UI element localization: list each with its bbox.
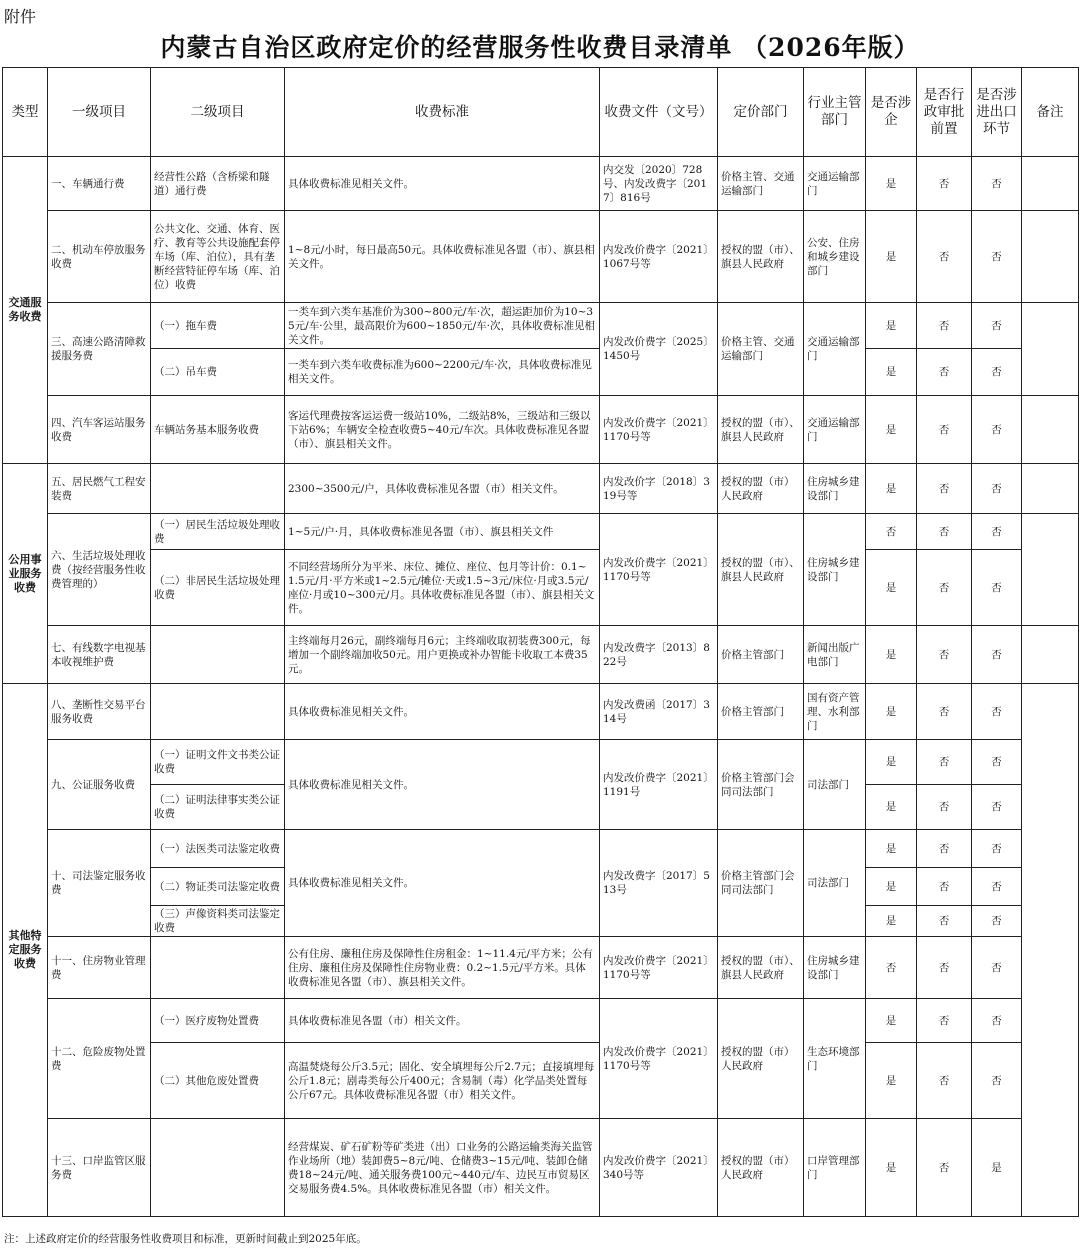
standard-cell: 2300~3500元/户，具体收费标准见各盟（市）相关文件。: [285, 464, 600, 514]
document-cell: 内发改费函〔2017〕314号: [600, 684, 718, 740]
dept-cell: 授权的盟（市）、旗县人民政府: [718, 396, 804, 464]
standard-cell: 具体收费标准见相关文件。: [285, 684, 600, 740]
table-row: [3, 937, 1079, 999]
enterprise-cell: 否: [866, 514, 917, 550]
level2-cell: 车辆站务基本服务收费: [151, 396, 285, 464]
header-import-export: 是否涉进出口环节: [972, 68, 1022, 157]
dept-cell: 价格主管、交通运输部门: [718, 303, 804, 396]
approval-cell: 否: [917, 1119, 972, 1217]
industry-cell: 司法部门: [804, 740, 866, 830]
remark-cell: [1022, 396, 1079, 464]
import-export-cell: 否: [972, 785, 1022, 830]
level2-cell: 公共文化、交通、体育、医疗、教育等公共设施配套停车场（库、泊位），具有垄断经营特征停车场（库、泊位）收费: [151, 211, 285, 303]
approval-cell: 否: [917, 211, 972, 303]
level1-cell: 五、居民燃气工程安装费: [48, 464, 151, 514]
level2-cell: （二）物证类司法鉴定收费: [151, 868, 285, 906]
table-row: [3, 303, 1079, 349]
level2-cell: [151, 684, 285, 740]
enterprise-cell: 是: [866, 626, 917, 684]
dept-cell: 价格主管部门: [718, 626, 804, 684]
standard-cell: 具体收费标准见相关文件。: [285, 740, 600, 830]
category-public: 公用事业服务收费: [3, 464, 48, 684]
approval-cell: 否: [917, 684, 972, 740]
remark-cell: [1022, 211, 1079, 303]
industry-cell: 交通运输部门: [804, 303, 866, 396]
header-level2: 二级项目: [151, 68, 285, 157]
level1-cell: 四、汽车客运站服务收费: [48, 396, 151, 464]
approval-cell: 否: [917, 303, 972, 349]
remark-cell: [1022, 684, 1079, 1217]
level2-cell: （二）证明法律事实类公证收费: [151, 785, 285, 830]
level2-cell: [151, 1119, 285, 1217]
import-export-cell: 否: [972, 157, 1022, 211]
header-pre-approval: 是否行政审批前置: [917, 68, 972, 157]
approval-cell: 否: [917, 906, 972, 937]
import-export-cell: 否: [972, 626, 1022, 684]
level2-cell: （二）其他危废处置费: [151, 1043, 285, 1119]
standard-cell: 主终端每月26元，副终端每月6元；主终端收取初装费300元，每增加一个副终端加收50元。用户更换或补办智能卡收取工本费35元。: [285, 626, 600, 684]
page-title: 内蒙古自治区政府定价的经营服务性收费目录清单 （2026年版）: [160, 33, 920, 62]
approval-cell: 否: [917, 157, 972, 211]
enterprise-cell: 是: [866, 999, 917, 1043]
import-export-cell: 否: [972, 303, 1022, 349]
standard-cell: 一类车到六类车基准价为300~800元/车·次，超运距加价为10~35元/车·公里，最高限价为600~1850元/车·次，具体收费标准见相关文件。: [285, 303, 600, 349]
approval-cell: 否: [917, 550, 972, 626]
import-export-cell: 否: [972, 740, 1022, 785]
industry-cell: 交通运输部门: [804, 157, 866, 211]
table-row: [3, 1043, 1079, 1119]
import-export-cell: 否: [972, 868, 1022, 906]
import-export-cell: 否: [972, 937, 1022, 999]
approval-cell: 否: [917, 830, 972, 868]
attachment-label: 附件: [4, 7, 37, 26]
level2-cell: （一）医疗废物处置费: [151, 999, 285, 1043]
standard-cell: 公有住房、廉租住房及保障性住房租金：1~11.4元/平方米；公有住房、廉租住房及保障性住房物业费：0.2~1.5元/平方米。具体收费标准见各盟（市）、旗县相关文件。: [285, 937, 600, 999]
header-row: [3, 68, 1079, 157]
import-export-cell: 否: [972, 211, 1022, 303]
standard-cell: 1~8元/小时，每日最高50元。具体收费标准见各盟（市）、旗县相关文件。: [285, 211, 600, 303]
table-row: [3, 514, 1079, 550]
table-row: [3, 464, 1079, 514]
approval-cell: 否: [917, 868, 972, 906]
standard-cell: 具体收费标准见各盟（市）相关文件。: [285, 999, 600, 1043]
document-cell: 内交发〔2020〕728号、内发改费字〔2017〕816号: [600, 157, 718, 211]
dept-cell: 授权的盟（市）人民政府: [718, 464, 804, 514]
industry-cell: 新闻出版广电部门: [804, 626, 866, 684]
level1-cell: 二、机动车停放服务收费: [48, 211, 151, 303]
level1-cell: 一、车辆通行费: [48, 157, 151, 211]
table-row: [3, 626, 1079, 684]
standard-cell: 具体收费标准见相关文件。: [285, 830, 600, 937]
table-row: [3, 211, 1079, 303]
category-traffic: 交通服务收费: [3, 157, 48, 464]
header-level1: 一级项目: [48, 68, 151, 157]
document-cell: 内发改费字〔2017〕513号: [600, 830, 718, 937]
dept-cell: 授权的盟（市）、旗县人民政府: [718, 211, 804, 303]
approval-cell: 否: [917, 514, 972, 550]
import-export-cell: 否: [972, 396, 1022, 464]
enterprise-cell: 是: [866, 157, 917, 211]
header-standard: 收费标准: [285, 68, 600, 157]
approval-cell: 否: [917, 999, 972, 1043]
enterprise-cell: 是: [866, 396, 917, 464]
table-row: [3, 349, 1079, 396]
enterprise-cell: 是: [866, 684, 917, 740]
document-cell: 内发改费字〔2013〕822号: [600, 626, 718, 684]
document-cell: 内发改价费字〔2021〕1170号等: [600, 514, 718, 626]
dept-cell: 价格主管部门会同司法部门: [718, 740, 804, 830]
document-cell: 内发改价费字〔2021〕1170号等: [600, 999, 718, 1119]
table-row: [3, 740, 1079, 785]
level1-cell: 九、公证服务收费: [48, 740, 151, 830]
import-export-cell: 否: [972, 550, 1022, 626]
industry-cell: 住房城乡建设部门: [804, 514, 866, 626]
industry-cell: 住房城乡建设部门: [804, 937, 866, 999]
enterprise-cell: 是: [866, 830, 917, 868]
import-export-cell: 否: [972, 464, 1022, 514]
dept-cell: 价格主管部门: [718, 684, 804, 740]
level2-cell: （三）声像资料类司法鉴定收费: [151, 906, 285, 937]
level1-cell: 三、高速公路清障救援服务费: [48, 303, 151, 396]
level2-cell: （一）证明文件文书类公证收费: [151, 740, 285, 785]
table-row: [3, 999, 1079, 1043]
level1-cell: 十一、住房物业管理费: [48, 937, 151, 999]
approval-cell: 否: [917, 464, 972, 514]
dept-cell: 授权的盟（市）、旗县人民政府: [718, 937, 804, 999]
standard-cell: 高温焚烧每公斤3.5元；固化、安全填埋每公斤2.7元；直接填埋每公斤1.8元；剧毒类每公斤400元；含易制（毒）化学品类处置每公斤67元。具体收费标准见各盟（市）相关文件。: [285, 1043, 600, 1119]
enterprise-cell: 是: [866, 211, 917, 303]
table-row: [3, 396, 1079, 464]
standard-cell: 不同经营场所分为平米、床位、摊位、座位、包月等计价：0.1~1.5元/月·平方米或1~2.5元/摊位·天或1.5~3元/床位·月或3.5元/座位·月或10~300元/月。具体收费标准见各盟（市）、旗县相关文件。: [285, 550, 600, 626]
standard-cell: 客运代理费按客运运费一级站10%，二级站8%，三级站和三级以下站6%；车辆安全检查收费5~40元/车次。具体收费标准见各盟（市）、旗县相关文件。: [285, 396, 600, 464]
document-cell: 内发改价费字〔2021〕1067号等: [600, 211, 718, 303]
enterprise-cell: 否: [866, 937, 917, 999]
import-export-cell: 否: [972, 684, 1022, 740]
enterprise-cell: 是: [866, 349, 917, 396]
industry-cell: 国有资产管理、水利部门: [804, 684, 866, 740]
dept-cell: 授权的盟（市）人民政府: [718, 999, 804, 1119]
dept-cell: 价格主管、交通运输部门: [718, 157, 804, 211]
approval-cell: 否: [917, 937, 972, 999]
level1-cell: 十三、口岸监管区服务费: [48, 1119, 151, 1217]
industry-cell: 口岸管理部门: [804, 1119, 866, 1217]
remark-cell: [1022, 514, 1079, 626]
approval-cell: 否: [917, 1043, 972, 1119]
level2-cell: （二）吊车费: [151, 349, 285, 396]
approval-cell: 否: [917, 740, 972, 785]
import-export-cell: 否: [972, 1043, 1022, 1119]
import-export-cell: 否: [972, 999, 1022, 1043]
approval-cell: 否: [917, 396, 972, 464]
industry-cell: 司法部门: [804, 830, 866, 937]
import-export-cell: 否: [972, 349, 1022, 396]
level2-cell: （一）拖车费: [151, 303, 285, 349]
level2-cell: [151, 937, 285, 999]
enterprise-cell: 是: [866, 906, 917, 937]
footnote: 注：上述政府定价的经营服务性收费项目和标准，更新时间截止到2025年底。: [4, 1233, 367, 1245]
remark-cell: [1022, 464, 1079, 514]
header-industry: 行业主管部门: [804, 68, 866, 157]
approval-cell: 否: [917, 626, 972, 684]
standard-cell: 经营煤炭、矿石矿粉等矿类进（出）口业务的公路运输类海关监管作业场所（地）装卸费5~8元/吨、仓储费3~15元/吨、装卸仓储费18~24元/吨、通关服务费100元~440元/车、边民互市贸易区交易服务费4.5%。具体收费标准见各盟（市）相关文件。: [285, 1119, 600, 1217]
import-export-cell: 是: [972, 1119, 1022, 1217]
enterprise-cell: 是: [866, 868, 917, 906]
enterprise-cell: 是: [866, 303, 917, 349]
level2-cell: [151, 626, 285, 684]
document-cell: 内发改价字〔2018〕319号等: [600, 464, 718, 514]
enterprise-cell: 是: [866, 1043, 917, 1119]
table-row: [3, 157, 1079, 211]
level1-cell: 十、司法鉴定服务收费: [48, 830, 151, 937]
import-export-cell: 否: [972, 906, 1022, 937]
enterprise-cell: 是: [866, 740, 917, 785]
approval-cell: 否: [917, 785, 972, 830]
document-cell: 内发改价费字〔2025〕1450号: [600, 303, 718, 396]
dept-cell: 授权的盟（市）、旗县人民政府: [718, 514, 804, 626]
enterprise-cell: 是: [866, 785, 917, 830]
level2-cell: [151, 464, 285, 514]
dept-cell: 授权的盟（市）人民政府: [718, 1119, 804, 1217]
enterprise-cell: 是: [866, 550, 917, 626]
enterprise-cell: 是: [866, 1119, 917, 1217]
industry-cell: 交通运输部门: [804, 396, 866, 464]
table-row: [3, 1119, 1079, 1217]
remark-cell: [1022, 303, 1079, 396]
enterprise-cell: 是: [866, 464, 917, 514]
dept-cell: 价格主管部门会同司法部门: [718, 830, 804, 937]
document-cell: 内发改价费字〔2021〕1170号等: [600, 937, 718, 999]
fee-table: [2, 67, 1079, 1217]
table-row: [3, 684, 1079, 740]
header-remark: 备注: [1022, 68, 1079, 157]
approval-cell: 否: [917, 349, 972, 396]
level1-cell: 七、有线数字电视基本收视维护费: [48, 626, 151, 684]
standard-cell: 具体收费标准见相关文件。: [285, 157, 600, 211]
industry-cell: 生态环境部门: [804, 999, 866, 1119]
level2-cell: （一）居民生活垃圾处理收费: [151, 514, 285, 550]
standard-cell: 1~5元/户·月，具体收费标准见各盟（市）、旗县相关文件: [285, 514, 600, 550]
remark-cell: [1022, 626, 1079, 684]
import-export-cell: 否: [972, 514, 1022, 550]
table-row: [3, 830, 1079, 868]
category-other: 其他特定服务收费: [3, 684, 48, 1217]
level1-cell: 六、生活垃圾处理收费（按经营服务性收费管理的）: [48, 514, 151, 626]
industry-cell: 公安、住房和城乡建设部门: [804, 211, 866, 303]
document-cell: 内发改价费字〔2021〕340号等: [600, 1119, 718, 1217]
level1-cell: 八、垄断性交易平台服务收费: [48, 684, 151, 740]
table-row: [3, 550, 1079, 626]
level2-cell: （二）非居民生活垃圾处理收费: [151, 550, 285, 626]
level2-cell: （一）法医类司法鉴定收费: [151, 830, 285, 868]
standard-cell: 一类车到六类车收费标准为600~2200元/车·次，具体收费标准见相关文件。: [285, 349, 600, 396]
header-document: 收费文件（文号）: [600, 68, 718, 157]
document-cell: 内发改价费字〔2021〕1191号: [600, 740, 718, 830]
level2-cell: 经营性公路（含桥梁和隧道）通行费: [151, 157, 285, 211]
industry-cell: 住房城乡建设部门: [804, 464, 866, 514]
import-export-cell: 否: [972, 830, 1022, 868]
remark-cell: [1022, 157, 1079, 211]
header-dept: 定价部门: [718, 68, 804, 157]
header-involve-enterprise: 是否涉企: [866, 68, 917, 157]
level1-cell: 十二、危险废物处置费: [48, 999, 151, 1119]
header-type: 类型: [3, 68, 48, 157]
document-cell: 内发改价费字〔2021〕1170号等: [600, 396, 718, 464]
